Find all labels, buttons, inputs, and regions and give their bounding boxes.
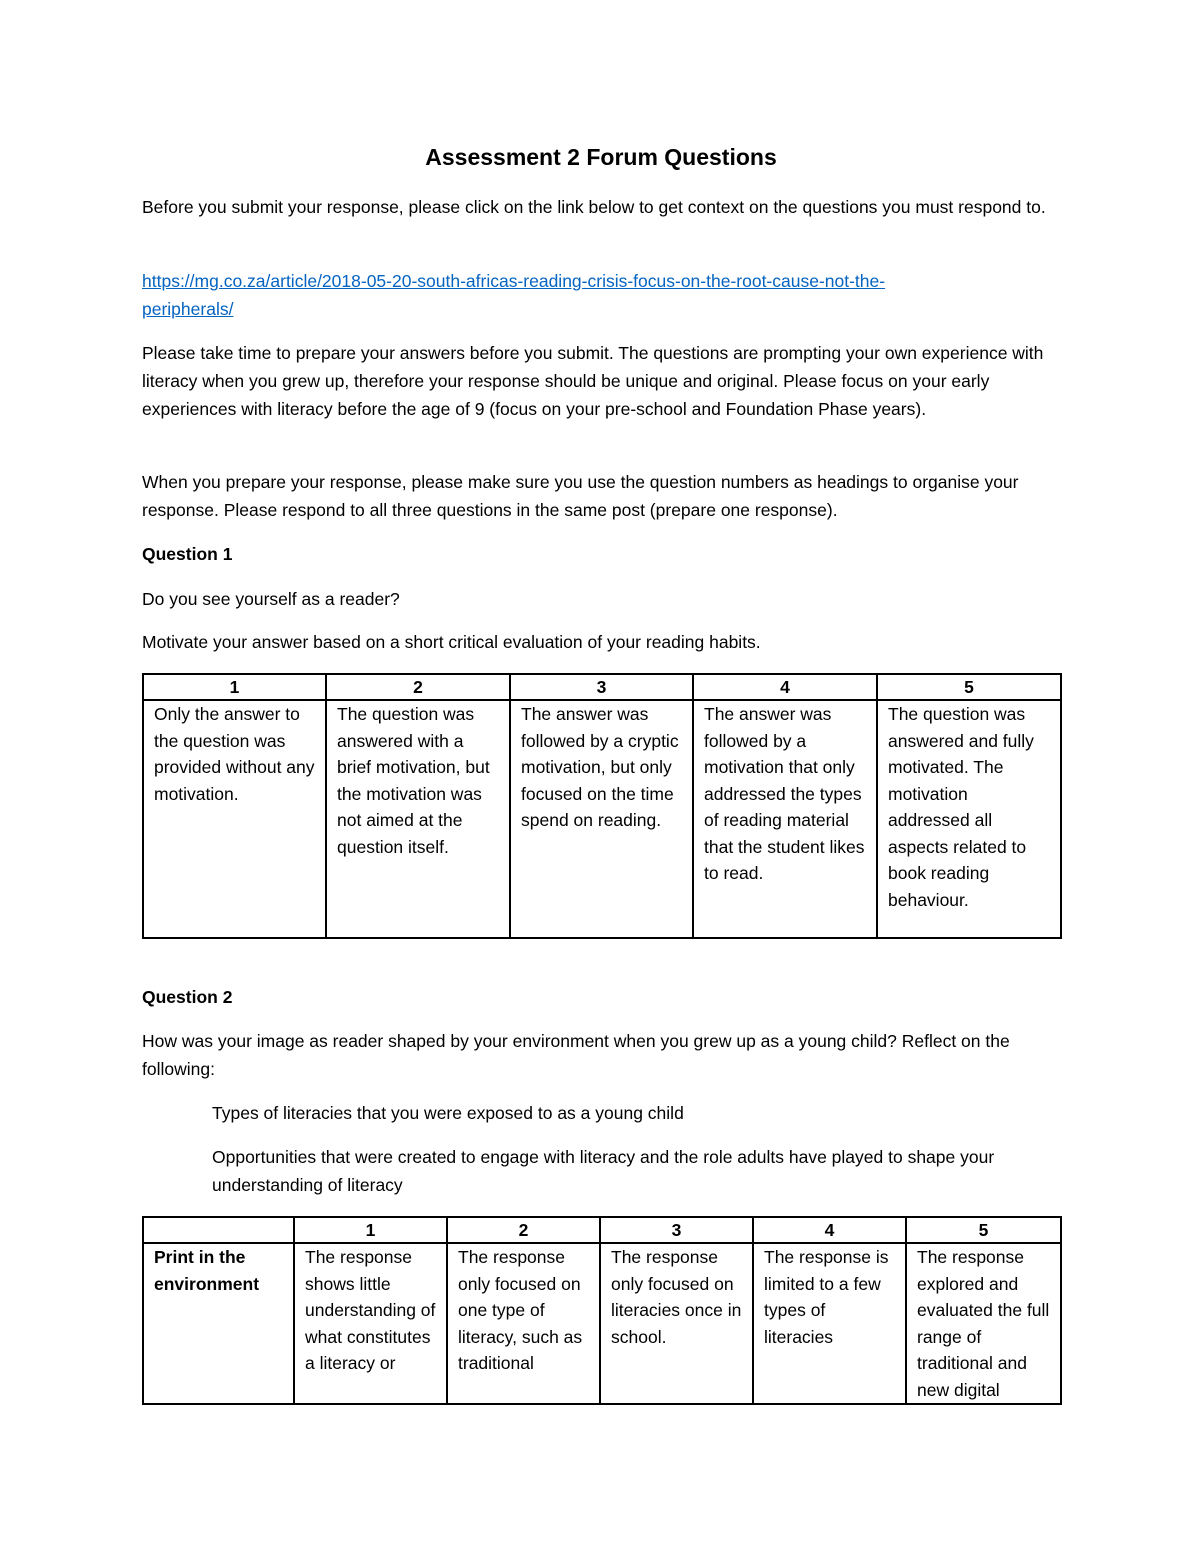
rubric-cell: The question was answered and fully motivated. The motivation addressed all aspects related to book reading behaviour. (877, 700, 1061, 938)
rubric-cell: The question was answered with a brief motivation, but the motivation was not aimed at the question itself. (326, 700, 510, 938)
rubric-header-row (143, 674, 1061, 700)
instructions-paragraph: Please take time to prepare your answers before you submit. The questions are prompting your own experience with literacy when you grew up, therefore your response should be unique and original. Please focus on your early experiences with literacy before the age of 9 (focus on your pre-school and Foundation Phase years). (142, 343, 1044, 419)
rubric-header-cell: 2 (326, 674, 510, 700)
question-2-point: Opportunities that were created to engage with literacy and the role adults have played to shape your understanding of literacy (212, 1147, 995, 1195)
rubric-cell: The response only focused on one type of literacy, such as traditional (447, 1243, 600, 1404)
response-format-paragraph: When you prepare your response, please make sure you use the question numbers as headings to organise your response. Please respond to all three questions in the same post (prepare one response). (142, 472, 1019, 520)
question-1-heading: Question 1 (142, 544, 233, 564)
rubric-header-row (143, 1217, 1061, 1243)
rubric-header-cell: 3 (600, 1217, 753, 1243)
rubric-header-cell: 3 (510, 674, 693, 700)
intro-paragraph: Before you submit your response, please click on the link below to get context on the questions you must respond to. (142, 197, 1046, 217)
rubric-header-cell (143, 1217, 294, 1243)
rubric-cell: The answer was followed by a motivation that only addressed the types of reading material that the student likes to read. (693, 700, 877, 938)
rubric-cell: The response explored and evaluated the full range of traditional and new digital (906, 1243, 1061, 1404)
rubric-cell: The answer was followed by a cryptic motivation, but only focused on the time spend on reading. (510, 700, 693, 938)
question-2-point: Types of literacies that you were exposed to as a young child (212, 1103, 684, 1123)
rubric-cell: The response is limited to a few types of literacies (753, 1243, 906, 1404)
rubric-cell: Only the answer to the question was provided without any motivation. (143, 700, 326, 938)
question-1-rubric-table (142, 673, 1062, 939)
rubric-header-cell: 4 (753, 1217, 906, 1243)
rubric-header-cell: 2 (447, 1217, 600, 1243)
question-2-rubric-table (142, 1216, 1062, 1405)
rubric-row-label: Print in the environment (143, 1243, 294, 1404)
question-2-heading: Question 2 (142, 987, 233, 1007)
rubric-header-cell: 1 (294, 1217, 447, 1243)
rubric-header-cell: 5 (877, 674, 1061, 700)
question-1-instruction: Motivate your answer based on a short critical evaluation of your reading habits. (142, 632, 761, 652)
rubric-criteria-row (143, 700, 1061, 938)
rubric-cell: The response only focused on literacies once in school. (600, 1243, 753, 1404)
page-title: Assessment 2 Forum Questions (425, 144, 777, 170)
article-link-block (142, 267, 1060, 323)
rubric-header-cell: 1 (143, 674, 326, 700)
rubric-header-cell: 4 (693, 674, 877, 700)
question-2-text: How was your image as reader shaped by your environment when you grew up as a young child? Reflect on the following: (142, 1031, 1010, 1079)
rubric-header-cell: 5 (906, 1217, 1061, 1243)
article-link[interactable]: https://mg.co.za/article/2018-05-20-south-africas-reading-crisis-focus-on-the-root-cause-not-the- peripherals/ (142, 271, 886, 319)
rubric-criteria-row (143, 1243, 1061, 1404)
rubric-cell: The response shows little understanding of what constitutes a literacy or (294, 1243, 447, 1404)
question-1-text: Do you see yourself as a reader? (142, 589, 400, 609)
